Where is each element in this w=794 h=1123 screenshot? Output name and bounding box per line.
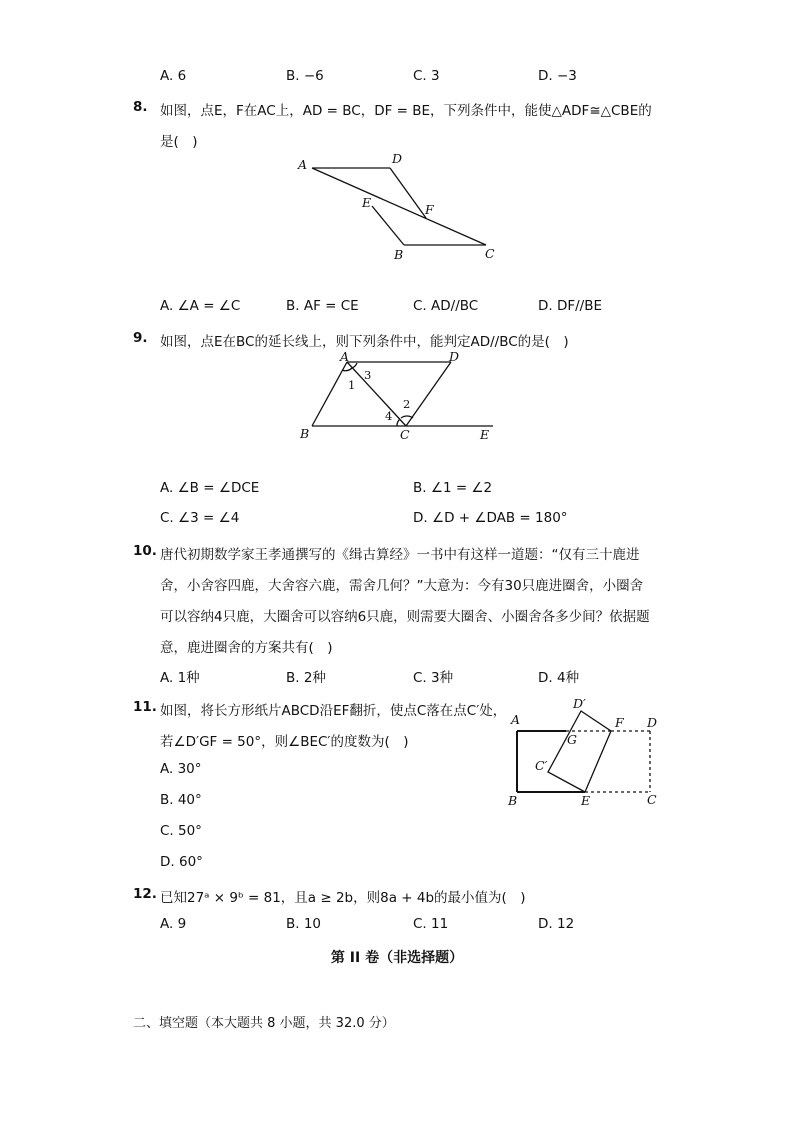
q11-label-f: F [615, 715, 624, 730]
q11-label-dprime: D′ [573, 696, 586, 711]
q9-option-b: B. ∠1 = ∠2 [413, 480, 493, 496]
q8-option-d: D. DF//BE [538, 298, 603, 314]
q11-label-d: D [647, 715, 658, 730]
q11-label-e: E [581, 793, 591, 808]
q11-stem-line2: 若∠D′GF = 50°，则∠BEC′的度数为( ) [160, 734, 409, 750]
q8-label-c: C [485, 246, 495, 261]
q11-figure [500, 690, 680, 812]
q8-number: 8. [133, 99, 148, 115]
q12-number: 12. [133, 886, 157, 902]
q7-option-d: D. −3 [538, 68, 577, 84]
q8-label-d: D [392, 151, 403, 166]
q11-option-d: D. 60° [160, 854, 203, 870]
q10-line-1: 唐代初期数学家王孝通撰写的《缉古算经》一书中有这样一道题：“仅有三十鹿进 [160, 547, 640, 563]
q9-angle-2: 2 [403, 397, 411, 411]
q8-option-b: B. AF = CE [286, 298, 359, 314]
q10-number: 10. [133, 543, 157, 559]
q8-stem-line2: 是( ) [160, 134, 198, 150]
q11-label-cprime: C′ [535, 758, 548, 773]
q8-label-a: A [298, 157, 308, 172]
q9-angle-3: 3 [364, 368, 372, 382]
q11-option-b: B. 40° [160, 792, 202, 808]
q12-option-d: D. 12 [538, 916, 575, 932]
q8-label-e: E [362, 195, 372, 210]
q8-option-c: C. AD//BC [413, 298, 479, 314]
q9-option-c: C. ∠3 = ∠4 [160, 510, 240, 526]
q8-label-b: B [394, 247, 404, 262]
q8-figure [290, 148, 510, 268]
q10-line-3: 可以容纳4只鹿，大圈舍可以容纳6只鹿，则需要大圈舍、小圈舍各多少间？依据题 [160, 609, 650, 625]
q10-option-c: C. 3种 [413, 670, 454, 686]
q9-stem: 如图，点E在BC的延长线上，则下列条件中，能判定AD//BC的是( ) [160, 334, 569, 350]
q9-label-b: B [300, 426, 310, 441]
q7-option-c: C. 3 [413, 68, 440, 84]
q9-label-d: D [449, 349, 460, 364]
q11-label-a: A [511, 712, 521, 727]
q11-label-g: G [567, 732, 577, 747]
q7-option-a: A. 6 [160, 68, 187, 84]
section-2-heading: 二、填空题（本大题共 8 小题，共 32.0 分） [133, 1016, 395, 1031]
q10-option-a: A. 1种 [160, 670, 200, 686]
q10-line-2: 舍，小舍容四鹿，大舍容六鹿，需舍几何？”大意为：今有30只鹿进圈舍，小圈舍 [160, 578, 644, 594]
q11-label-c: C [647, 792, 657, 807]
q8-label-f: F [425, 202, 434, 217]
q11-stem-line1: 如图，将长方形纸片ABCD沿EF翻折，使点C落在点C′处， [160, 703, 507, 719]
q11-option-c: C. 50° [160, 823, 202, 839]
q7-option-b: B. −6 [286, 68, 324, 84]
q12-stem: 已知27ᵃ × 9ᵇ = 81，且a ≥ 2b，则8a + 4b的最小值为( ) [160, 890, 526, 906]
q9-angle-1: 1 [348, 378, 356, 392]
q9-option-d: D. ∠D + ∠DAB = 180° [413, 510, 568, 526]
q9-label-c: C [400, 427, 410, 442]
q9-label-e: E [480, 427, 490, 442]
part-2-title: 第 II 卷（非选择题） [330, 950, 464, 966]
q12-option-a: A. 9 [160, 916, 187, 932]
q10-line-4: 意，鹿进圈舍的方案共有( ) [160, 640, 333, 656]
q12-option-c: C. 11 [413, 916, 449, 932]
q8-stem-line1: 如图，点E，F在AC上，AD = BC，DF = BE，下列条件中，能使△ADF≅△CBE的 [160, 103, 652, 119]
q9-figure [290, 346, 505, 446]
q12-option-b: B. 10 [286, 916, 322, 932]
q9-option-a: A. ∠B = ∠DCE [160, 480, 260, 496]
q9-angle-4: 4 [385, 409, 393, 423]
q11-number: 11. [133, 699, 157, 715]
q10-option-b: B. 2种 [286, 670, 326, 686]
q8-option-a: A. ∠A = ∠C [160, 298, 241, 314]
q9-number: 9. [133, 330, 148, 346]
q11-label-b: B [508, 793, 518, 808]
q10-option-d: D. 4种 [538, 670, 580, 686]
q11-option-a: A. 30° [160, 761, 202, 777]
q9-label-a: A [340, 349, 350, 364]
